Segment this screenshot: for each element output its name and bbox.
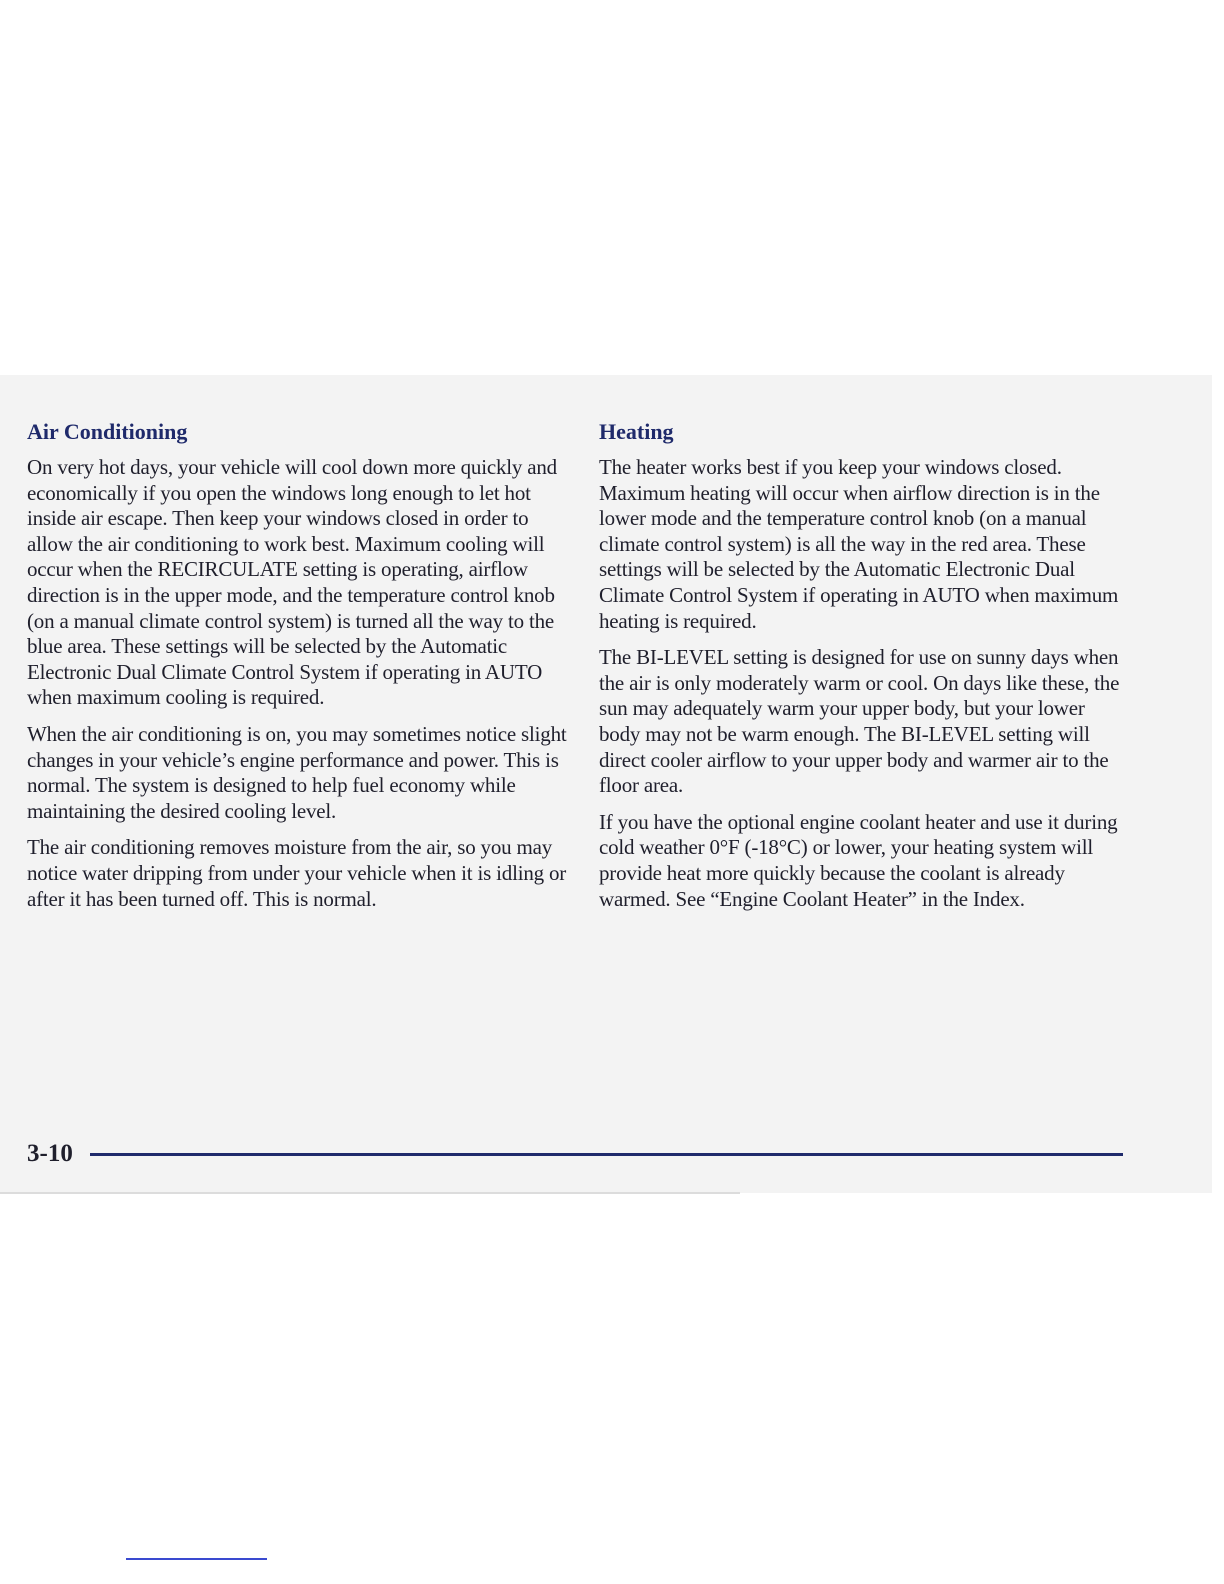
air-conditioning-paragraph-3: The air conditioning removes moisture from the air, so you may notice water dripping from under your vehicle when it is idling or after it has been turned off. This is normal.	[27, 835, 567, 911]
air-conditioning-paragraph-2: When the air conditioning is on, you may sometimes notice slight changes in your vehicle’s engine performance and power. This is normal. The system is designed to help fuel economy while maintaining the desired cooling level.	[27, 721, 567, 823]
air-conditioning-heading: Air Conditioning	[27, 419, 188, 444]
footer-rule	[90, 1153, 1123, 1156]
band-shadow-divider	[0, 1192, 740, 1194]
air-conditioning-paragraph-1: On very hot days, your vehicle will cool down more quickly and economically if you open the windows long enough to let hot inside air escape. Then keep your windows closed in order to allow the air conditioning to work best. Maximum cooling will occur when the RECIRCULATE setting is operating, airflow direction is in the upper mode, and the temperature control knob (on a manual climate control system) is turned all the way to the blue area. These settings will be selected by the Automatic Electronic Dual Climate Control System if operating in AUTO when maximum cooling is required.	[27, 455, 557, 710]
left-column	[27, 419, 567, 923]
heating-paragraph-2: The BI-LEVEL setting is designed for use on sunny days when the air is only moderately warm or cool. On days like these, the sun may adequately warm your upper body, but your lower body may not be warm enough. The BI-LEVEL setting will direct cooler airflow to your upper body and warmer air to the floor area.	[599, 645, 1120, 798]
right-column	[599, 419, 1129, 923]
bottom-link-underline	[126, 1558, 267, 1560]
page-number: 3-10	[27, 1140, 73, 1167]
heating-heading: Heating	[599, 419, 674, 444]
heating-paragraph-1: The heater works best if you keep your windows closed. Maximum heating will occur when airflow direction is in the lower mode and the temperature control knob (on a manual climate control system) is all the way in the red area. These settings will be selected by the Automatic Electronic Dual Climate Control System if operating in AUTO when maximum heating is required.	[599, 455, 1119, 633]
heating-paragraph-3: If you have the optional engine coolant heater and use it during cold weather 0°F (-18°C) or lower, your heating system will provide heat more quickly because the coolant is already warmed. See “Engine Coolant Heater” in the Index.	[599, 809, 1118, 911]
